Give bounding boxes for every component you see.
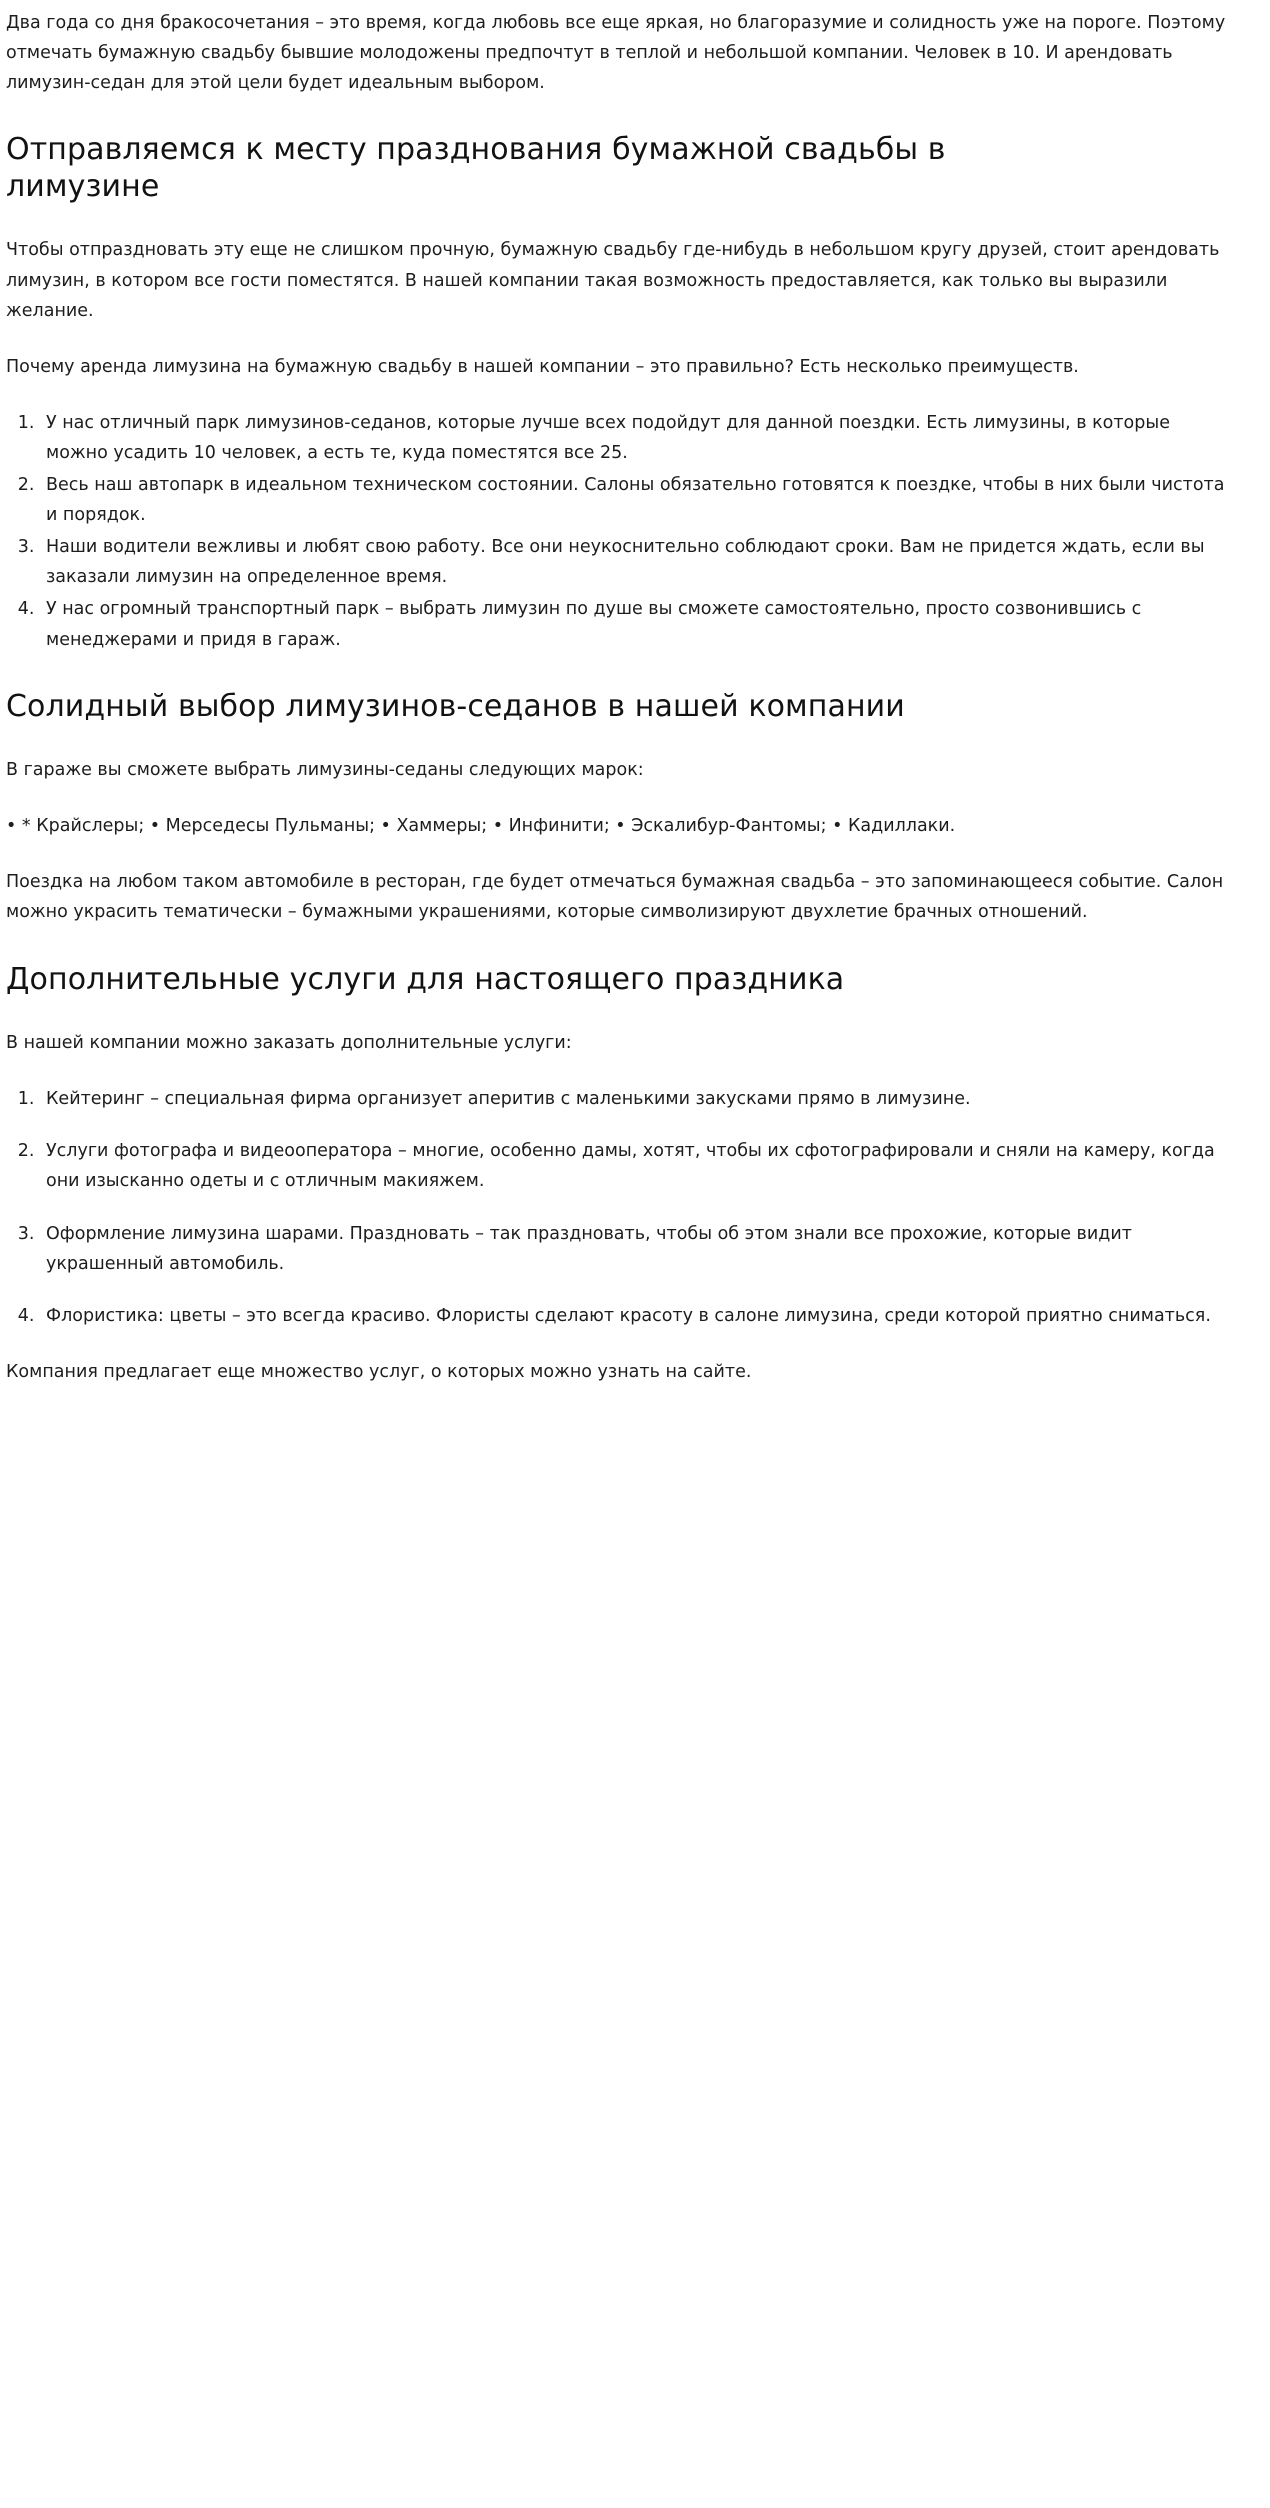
heading-limousine-trip: Отправляемся к месту празднования бумажной свадьбы в лимузине: [6, 132, 946, 204]
list-extra-services: [6, 1084, 1230, 1331]
paragraph-brand-list: • * Крайслеры; • Мерседесы Пульманы; • Хаммеры; • Инфинити; • Эскалибур-Фантомы; • Кадиллаки.: [6, 816, 956, 837]
list-item: 4. У нас огромный транспортный парк – выбрать лимузин по душе вы сможете самостоятельно, просто созвонившись с менеджерами и придя в гараж.: [40, 594, 1230, 654]
paragraph-restaurant-trip: Поездка на любом таком автомобиле в ресторан, где будет отмечаться бумажная свадьба – это запоминающееся событие. Салон можно украсить тематически – бумажными украшениями, которые символизируют двухлетие брачных отношений.: [6, 872, 1224, 923]
paragraph-garage-brands: В гараже вы сможете выбрать лимузины-седаны следующих марок:: [6, 760, 644, 781]
list-item: 2. Услуги фотографа и видеооператора – многие, особенно дамы, хотят, чтобы их сфотографировали и сняли на камеру, когда они изысканно одеты и с отличным макияжем.: [40, 1136, 1230, 1196]
document-content: [6, 8, 1230, 1387]
intro-paragraph: Два года со дня бракосочетания – это время, когда любовь все еще яркая, но благоразумие и солидность уже на пороге. Поэтому отмечать бумажную свадьбу бывшие молодожены предпочтут в теплой и небольшой компании. Человек в 10. И арендовать лимузин-седан для этой цели будет идеальным выбором.: [6, 13, 1226, 94]
paragraph-extra-services-intro: В нашей компании можно заказать дополнительные услуги:: [6, 1033, 572, 1054]
list-advantages: [6, 408, 1230, 655]
list-item: 1. Кейтеринг – специальная фирма организует аперитив с маленькими закусками прямо в лимузине.: [40, 1084, 1230, 1114]
heading-solid-choice: Солидный выбор лимузинов-седанов в нашей компании: [6, 688, 905, 724]
list-item: 1. У нас отличный парк лимузинов-седанов, которые лучше всех подойдут для данной поездки. Есть лимузины, в которые можно усадить 10 человек, а есть те, куда поместятся все 25.: [40, 408, 1230, 468]
list-item: 2. Весь наш автопарк в идеальном техническом состоянии. Салоны обязательно готовятся к поездке, чтобы в них были чистота и порядок.: [40, 470, 1230, 530]
list-item: 3. Оформление лимузина шарами. Праздновать – так праздновать, чтобы об этом знали все прохожие, которые видит украшенный автомобиль.: [40, 1219, 1230, 1279]
paragraph-closing: Компания предлагает еще множество услуг, о которых можно узнать на сайте.: [6, 1361, 752, 1382]
paragraph-rent-limousine: Чтобы отпраздновать эту еще не слишком прочную, бумажную свадьбу где-нибудь в небольшом кругу друзей, стоит арендовать лимузин, в котором все гости поместятся. В нашей компании такая возможность предоставляется, как только вы выразили желание.: [6, 240, 1220, 321]
list-item: 3. Наши водители вежливы и любят свою работу. Все они неукоснительно соблюдают сроки. Вам не придется ждать, если вы заказали лимузин на определенное время.: [40, 532, 1230, 592]
heading-extra-services: Дополнительные услуги для настоящего праздника: [6, 961, 845, 997]
paragraph-advantages-intro: Почему аренда лимузина на бумажную свадьбу в нашей компании – это правильно? Есть несколько преимуществ.: [6, 356, 1079, 377]
list-item: 4. Флористика: цветы – это всегда красиво. Флористы сделают красоту в салоне лимузина, среди которой приятно сниматься.: [40, 1301, 1230, 1331]
